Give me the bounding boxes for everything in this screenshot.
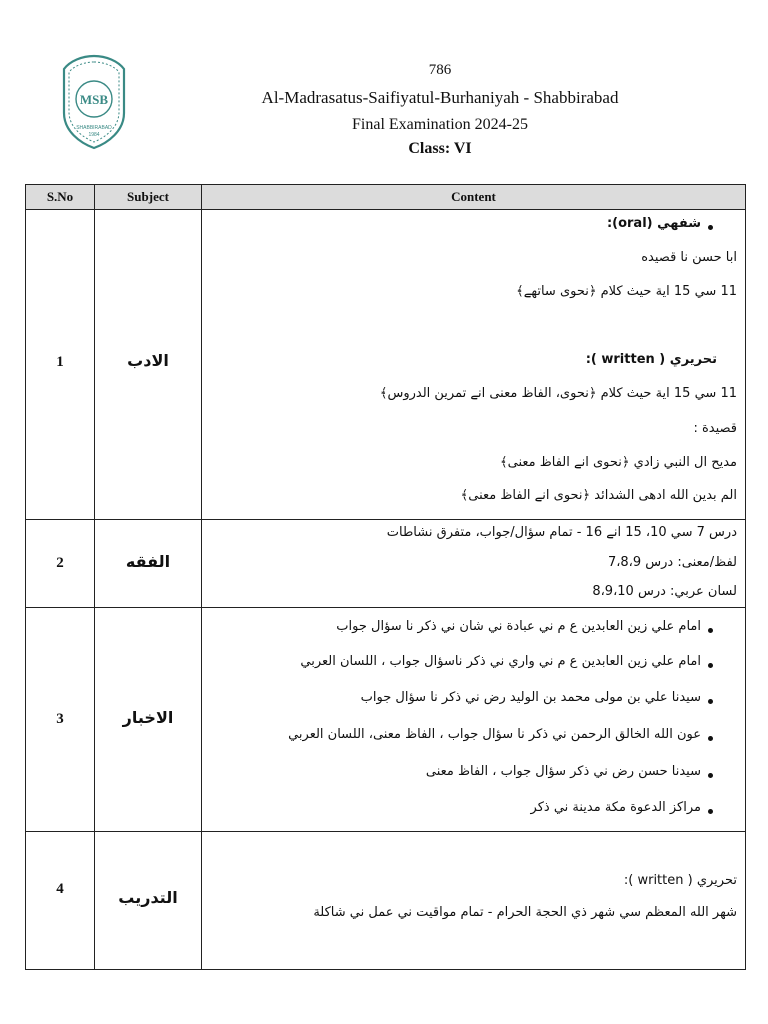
exam-title: Final Examination 2024-25 — [352, 116, 528, 133]
content-line: لفظ/معنى: درس 7،8،9 — [607, 555, 737, 570]
column-divider — [94, 185, 95, 969]
content-line: الم بدين الله ادهى الشدائد ﴿نحوى انے الفاظ معنى﴾ — [460, 488, 737, 503]
subject-name: الادب — [127, 351, 169, 370]
bullet-icon — [708, 628, 713, 633]
subject-name: التدريب — [118, 888, 178, 907]
school-logo — [58, 53, 130, 151]
header-content: Content — [451, 189, 496, 204]
row-divider — [26, 519, 745, 520]
bullet-icon — [708, 225, 713, 230]
content-line: مديح ال النبي زادي ﴿نحوى انے الفاظ معنى﴾ — [500, 455, 737, 470]
header-subject: Subject — [127, 189, 169, 204]
content-line: تحريري ( written ): — [585, 352, 717, 367]
content-line: تحريري ( written ): — [623, 873, 737, 888]
bullet-icon — [708, 663, 713, 668]
row-divider — [26, 831, 745, 832]
institution-name: Al-Madrasatus-Saifiyatul-Burhaniyah - Shabbirabad — [261, 88, 619, 107]
content-line: لسان عربي: درس 8،9،10 — [592, 584, 737, 599]
content-line: 11 سي 15 اية حيث كلام ﴿نحوى، الفاظ معنى انے تمرين الدروس﴾ — [379, 386, 737, 401]
row-number: 1 — [56, 354, 64, 370]
syllabus-table — [25, 184, 746, 970]
content-line: سيدنا علي بن مولى محمد بن الوليد رض ني ذكر نا سؤال جواب — [360, 690, 701, 705]
content-line: امام علي زين العابدين ع م ني عبادة ني شان ني ذكر نا سؤال جواب — [336, 619, 701, 634]
column-divider — [201, 185, 202, 969]
content-line: درس 7 سي 10، 15 انے 16 - تمام سؤال/جواب، متفرق نشاطات — [386, 525, 737, 540]
content-line: 11 سي 15 اية حيث كلام ﴿نحوى ساتهے﴾ — [516, 284, 737, 299]
row-divider — [26, 209, 745, 210]
row-number: 3 — [56, 711, 64, 727]
subject-name: الاخبار — [122, 708, 174, 727]
bullet-icon — [708, 773, 713, 778]
subject-name: الفقه — [125, 552, 171, 571]
bullet-icon — [708, 699, 713, 704]
header-number: 786 — [428, 62, 452, 78]
content-line: شفهي (oral): — [606, 216, 701, 231]
row-number: 2 — [56, 555, 64, 571]
logo-text: MSB — [79, 92, 109, 107]
header-sno: S.No — [46, 189, 74, 204]
bullet-icon — [708, 809, 713, 814]
logo-year: 1984 — [88, 132, 100, 138]
content-line: سيدنا حسن رض ني ذكر سؤال جواب ، الفاظ معنى — [425, 764, 701, 779]
class-label: Class: VI — [408, 140, 472, 157]
row-divider — [26, 607, 745, 608]
row-number: 4 — [56, 881, 64, 897]
content-line: مراكز الدعوة مكة مدينة ني ذكر — [530, 800, 701, 815]
bullet-icon — [708, 736, 713, 741]
content-line: امام علي زين العابدين ع م ني واري ني ذكر ناسؤال جواب ، اللسان العربي — [300, 654, 701, 669]
logo-ring-text: SHABBIRABAD — [76, 125, 112, 131]
content-line: ابا حسن نا قصيده — [641, 250, 737, 265]
content-line: شهر الله المعظم سي شهر ذي الحجة الحرام - تمام مواقيت ني عمل ني شاكلة — [313, 905, 737, 920]
content-line: عون الله الخالق الرحمن ني ذكر نا سؤال جواب ، الفاظ معنى، اللسان العربي — [288, 727, 701, 742]
content-line: قصيدة : — [693, 421, 737, 436]
